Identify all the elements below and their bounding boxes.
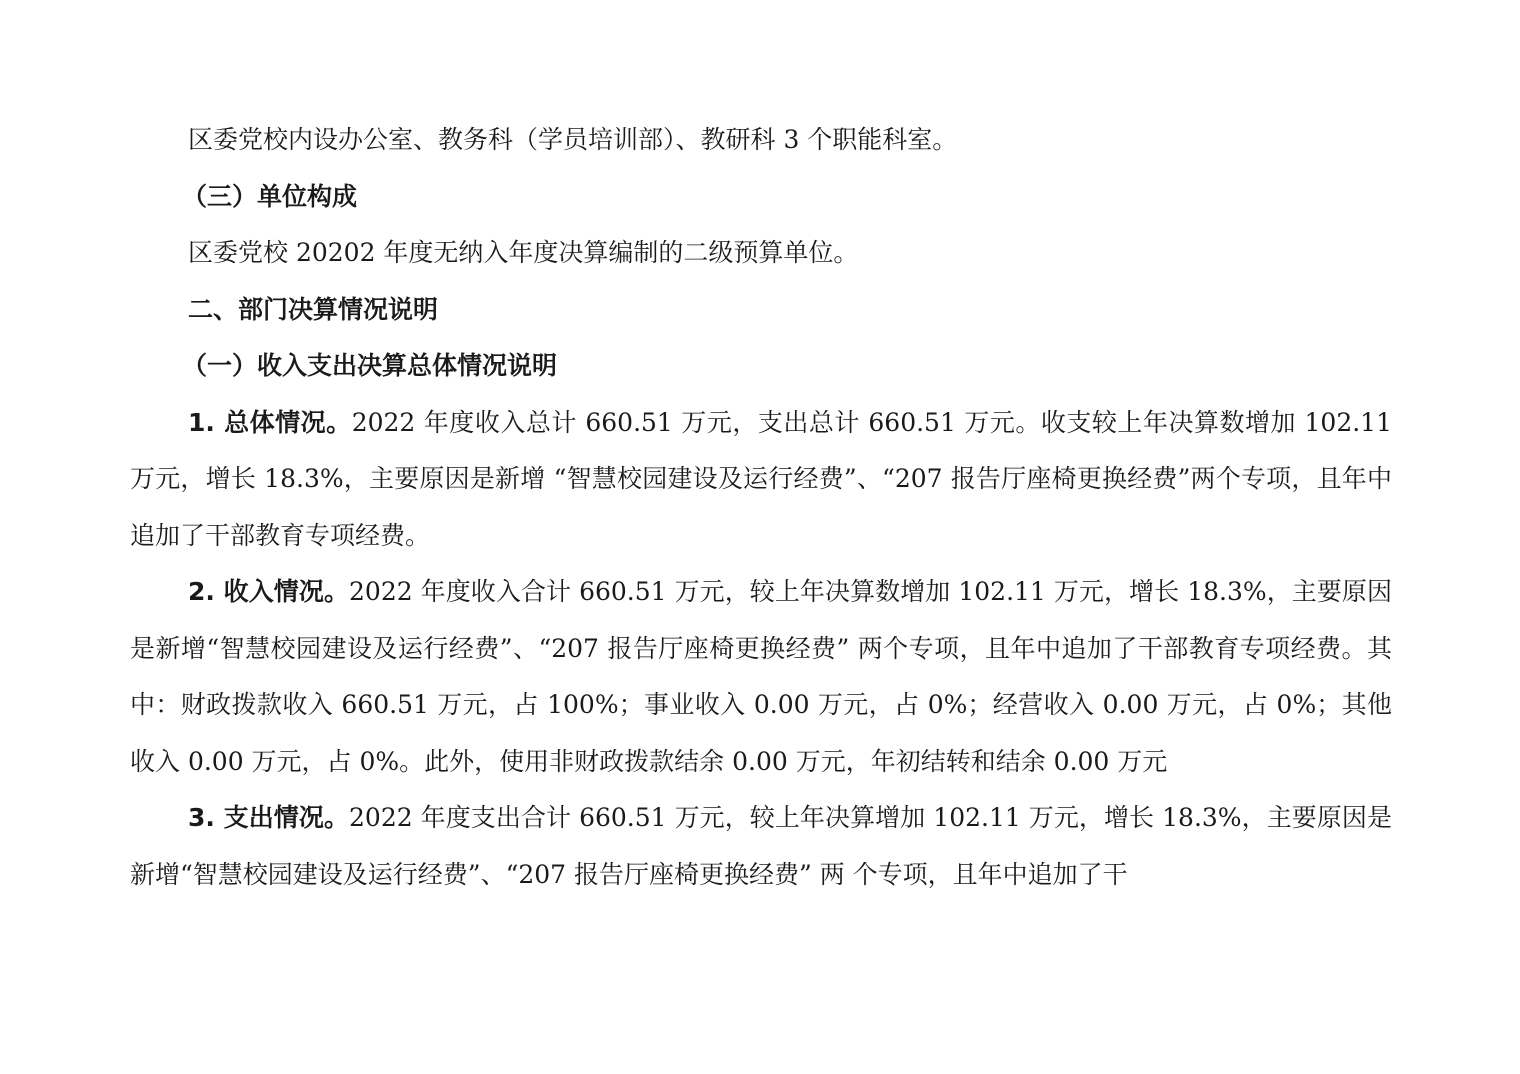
overall-income-expense-heading: （一）收入支出决算总体情况说明 — [182, 351, 558, 380]
unit-composition-paragraph: 区委党校 20202 年度无纳入年度决算编制的二级预算单位。 — [188, 238, 859, 267]
overall-situation-paragraph — [130, 395, 1392, 565]
section-two-heading: 二、部门决算情况说明 — [188, 294, 439, 324]
overall-situation-text: 2022 年度收入总计 660.51 万元，支出总计 660.51 万元。收支较上年决算数增加 102.11 万元，增长 18.3%，主要原因是新增 “智慧校园建设及运行经费”、“207 报告厅座椅更换经费”两个专项，且年中追加了干部教育专项经费。 — [130, 407, 1392, 550]
unit-composition-heading: （三）单位构成 — [182, 181, 358, 211]
overall-situation-lead: 1. 总体情况。 — [188, 407, 352, 437]
internal-departments-paragraph: 区委党校内设办公室、教务科（学员培训部）、教研科 3 个职能科室。 — [188, 125, 958, 154]
income-situation-text: 2022 年度收入合计 660.51 万元，较上年决算数增加 102.11 万元，增长 18.3%，主要原因是新增“智慧校园建设及运行经费”、“207 报告厅座椅更换经费” 两个专项，且年中追加了干部教育专项经费。其中：财政拨款收入 660.51 万元，占 100%；事业收入 0.00 万元，占 0%；经营收入 0.00 万元，占 0%；其他收入 0.00 万元，占 0%。此外，使用非财政拨款结余 0.00 万元，年初结转和结余 0.00 万元 — [130, 577, 1392, 776]
expense-situation-lead: 3. 支出情况。 — [188, 803, 350, 832]
expense-situation-text: 2022 年度支出合计 660.51 万元，较上年决算增加 102.11 万元，增长 18.3%，主要原因是新增“智慧校园建设及运行经费”、“207 报告厅座椅更换经费” 两 个专项，且年中追加了干 — [130, 803, 1392, 889]
document-body — [130, 112, 1392, 903]
expense-situation-paragraph — [130, 790, 1392, 903]
income-situation-paragraph — [130, 564, 1392, 790]
income-situation-lead: 2. 收入情况。 — [188, 577, 350, 606]
